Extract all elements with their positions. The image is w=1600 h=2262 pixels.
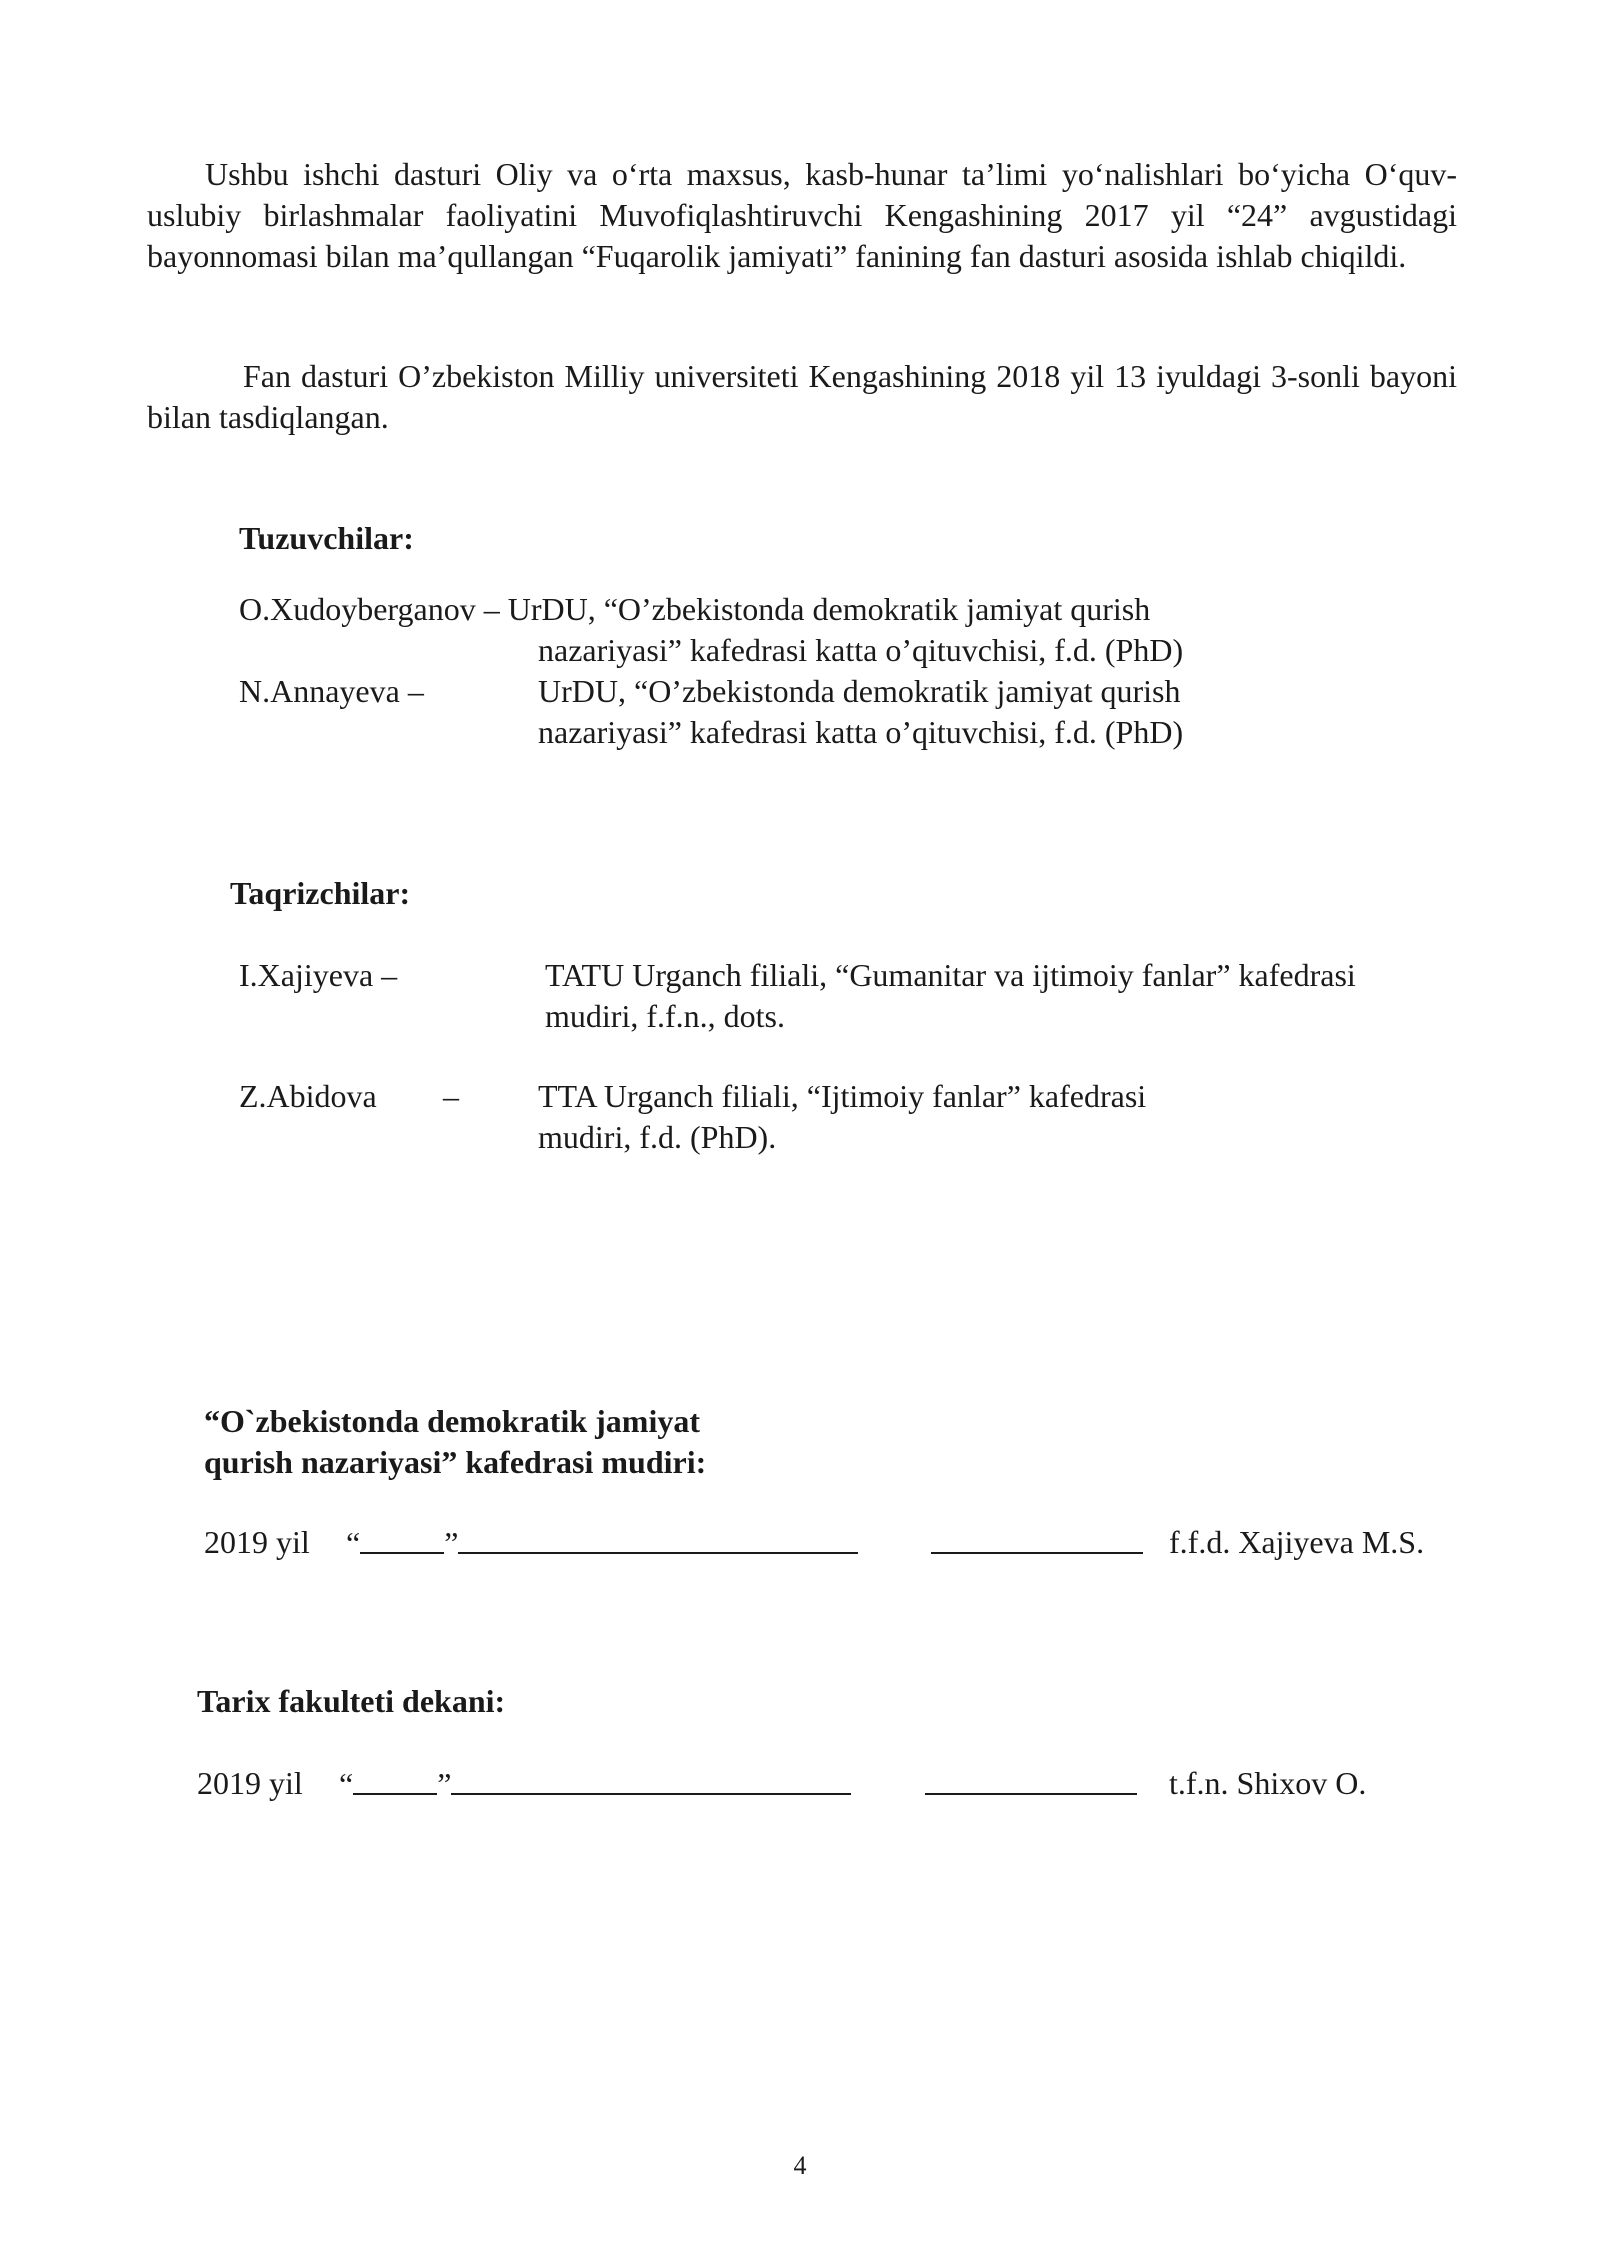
reviewers-heading: Taqrizchilar: xyxy=(230,875,411,911)
author-2-name: N.Annayeva – xyxy=(239,673,424,709)
dean-date-field xyxy=(339,1763,851,1805)
department-head-open-quote: “ xyxy=(346,1525,361,1561)
author-2-description-line-2: nazariyasi” kafedrasi katta o’qituvchisi, f.d. (PhD) xyxy=(538,714,1184,750)
dean-signature-row xyxy=(197,1763,303,1804)
reviewer-2-description-line-1: TTA Urganch filiali, “Ijtimoiy fanlar” kafedrasi xyxy=(538,1078,1147,1114)
author-1-description: nazariyasi” kafedrasi katta o’qituvchisi, f.d. (PhD) xyxy=(538,632,1184,668)
author-2-description-line-1: UrDU, “O’zbekistonda demokratik jamiyat qurish xyxy=(538,673,1181,709)
department-head-signature-row xyxy=(204,1522,310,1563)
dean-signature-field xyxy=(925,1763,1137,1805)
reviewer-2-name: Z.Abidova xyxy=(239,1078,377,1114)
dean-open-quote: “ xyxy=(339,1766,354,1802)
dean-signer: t.f.n. Shixov O. xyxy=(1169,1765,1367,1801)
authors-heading: Tuzuvchilar: xyxy=(239,520,414,556)
department-head-title xyxy=(204,1401,706,1483)
department-head-signature-field xyxy=(931,1522,1143,1564)
department-head-date-field xyxy=(346,1522,858,1564)
intro-paragraph-2: Fan dasturi O’zbekiston Milliy universiteti Kengashining 2018 yil 13 iyuldagi 3-sonli bayoni bilan tasdiqlangan. xyxy=(147,358,1457,435)
department-head-title-line-1: “O`zbekistonda demokratik jamiyat xyxy=(204,1403,700,1439)
dean-close-quote: ” xyxy=(437,1766,452,1802)
department-head-year: 2019 yil xyxy=(204,1524,310,1560)
day-blank xyxy=(353,1763,437,1795)
department-head-title-line-2: qurish nazariyasi” kafedrasi mudiri: xyxy=(204,1444,707,1480)
department-head-signer: f.f.d. Xajiyeva M.S. xyxy=(1169,1524,1425,1560)
intro-paragraph-1: Ushbu ishchi dasturi Oliy va o‘rta maxsus, kasb-hunar ta’limi yo‘nalishlari bo‘yicha O‘quv-uslubiy birlashmalar faoliyatini Muvofiqlashtiruvchi Kengashining 2017 yil “24” avgustidagi bayonnomasi bilan ma’qullangan “Fuqarolik jamiyati” fanining fan dasturi asosida ishlab chiqildi. xyxy=(147,156,1457,274)
signature-blank xyxy=(931,1522,1143,1554)
dean-year: 2019 yil xyxy=(197,1765,303,1801)
reviewer-1-name: I.Xajiyeva – xyxy=(239,957,398,993)
reviewer-2-description-line-2: mudiri, f.d. (PhD). xyxy=(538,1119,777,1155)
month-blank xyxy=(458,1522,858,1554)
month-blank xyxy=(451,1763,851,1795)
page-number: 4 xyxy=(793,2151,807,2180)
department-head-close-quote: ” xyxy=(444,1525,459,1561)
reviewer-1-description-line-1: TATU Urganch filiali, “Gumanitar va ijtimoiy fanlar” kafedrasi xyxy=(545,957,1356,993)
dean-heading: Tarix fakulteti dekani: xyxy=(197,1683,506,1719)
reviewer-1-description-line-2: mudiri, f.f.n., dots. xyxy=(545,998,785,1034)
day-blank xyxy=(360,1522,444,1554)
author-1-name-line: O.Xudoyberganov – UrDU, “O’zbekistonda demokratik jamiyat qurish xyxy=(239,591,1151,627)
reviewer-2-dash: – xyxy=(443,1078,459,1114)
signature-blank xyxy=(925,1763,1137,1795)
